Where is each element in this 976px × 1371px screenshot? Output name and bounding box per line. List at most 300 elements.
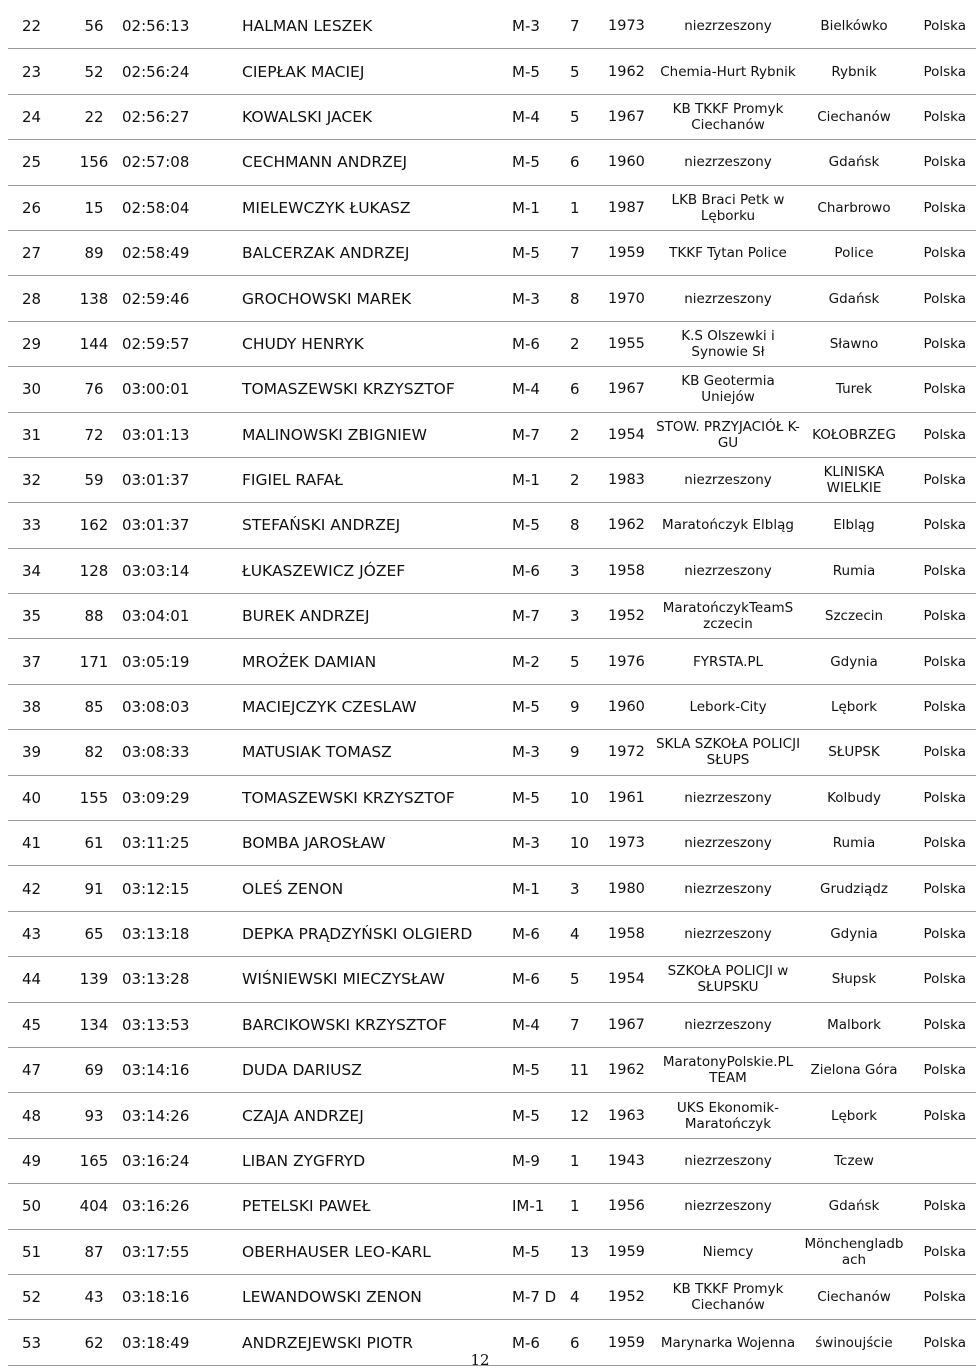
place-cell: 44 bbox=[8, 957, 66, 1002]
bib-number-cell: 134 bbox=[66, 1002, 122, 1047]
table-row bbox=[8, 321, 976, 366]
place-cell: 39 bbox=[8, 730, 66, 775]
country-cell: Polska bbox=[906, 821, 976, 866]
table-row bbox=[8, 548, 976, 593]
runner-name-cell: BUREK ANDRZEJ bbox=[242, 594, 512, 639]
city-cell: Lębork bbox=[802, 1093, 906, 1138]
finish-time-cell: 02:59:46 bbox=[122, 276, 242, 321]
finish-time-cell: 03:01:37 bbox=[122, 503, 242, 548]
runner-name-cell: OBERHAUSER LEO-KARL bbox=[242, 1229, 512, 1274]
table-row bbox=[8, 639, 976, 684]
city-cell: Gdynia bbox=[802, 911, 906, 956]
finish-time-cell: 03:17:55 bbox=[122, 1229, 242, 1274]
place-cell: 28 bbox=[8, 276, 66, 321]
city-cell: Tczew bbox=[802, 1138, 906, 1183]
bib-number-cell: 69 bbox=[66, 1047, 122, 1092]
country-cell: Polska bbox=[906, 1320, 976, 1365]
category-cell: M-3 bbox=[512, 730, 570, 775]
bib-number-cell: 59 bbox=[66, 457, 122, 502]
club-cell: KB Geotermia Uniejów bbox=[654, 367, 802, 412]
category-place-cell: 5 bbox=[570, 957, 608, 1002]
place-cell: 34 bbox=[8, 548, 66, 593]
table-row bbox=[8, 866, 976, 911]
category-place-cell: 2 bbox=[570, 457, 608, 502]
country-cell: Polska bbox=[906, 775, 976, 820]
birth-year-cell: 1962 bbox=[608, 49, 654, 94]
finish-time-cell: 03:00:01 bbox=[122, 367, 242, 412]
category-cell: M-7 D bbox=[512, 1274, 570, 1319]
club-cell: Maratończyk Elbląg bbox=[654, 503, 802, 548]
club-cell: SKLA SZKOŁA POLICJI SŁUPS bbox=[654, 730, 802, 775]
city-cell: Kolbudy bbox=[802, 775, 906, 820]
place-cell: 29 bbox=[8, 321, 66, 366]
bib-number-cell: 144 bbox=[66, 321, 122, 366]
table-row bbox=[8, 1093, 976, 1138]
table-row bbox=[8, 911, 976, 956]
runner-name-cell: BALCERZAK ANDRZEJ bbox=[242, 230, 512, 275]
country-cell: Polska bbox=[906, 1047, 976, 1092]
table-row bbox=[8, 4, 976, 49]
table-row bbox=[8, 775, 976, 820]
city-cell: Gdańsk bbox=[802, 276, 906, 321]
category-cell: M-3 bbox=[512, 4, 570, 49]
bib-number-cell: 171 bbox=[66, 639, 122, 684]
category-cell: M-5 bbox=[512, 49, 570, 94]
club-cell: niezrzeszony bbox=[654, 775, 802, 820]
place-cell: 26 bbox=[8, 185, 66, 230]
finish-time-cell: 03:05:19 bbox=[122, 639, 242, 684]
club-cell: K.S Olszewki i Synowie Sł bbox=[654, 321, 802, 366]
club-cell: UKS Ekonomik-Maratończyk bbox=[654, 1093, 802, 1138]
city-cell: Grudziądz bbox=[802, 866, 906, 911]
place-cell: 51 bbox=[8, 1229, 66, 1274]
finish-time-cell: 03:16:26 bbox=[122, 1184, 242, 1229]
club-cell: niezrzeszony bbox=[654, 1184, 802, 1229]
finish-time-cell: 02:59:57 bbox=[122, 321, 242, 366]
city-cell: Rumia bbox=[802, 821, 906, 866]
runner-name-cell: DUDA DARIUSZ bbox=[242, 1047, 512, 1092]
birth-year-cell: 1954 bbox=[608, 412, 654, 457]
runner-name-cell: LEWANDOWSKI ZENON bbox=[242, 1274, 512, 1319]
place-cell: 35 bbox=[8, 594, 66, 639]
runner-name-cell: HALMAN LESZEK bbox=[242, 4, 512, 49]
country-cell bbox=[906, 1138, 976, 1183]
runner-name-cell: MROŻEK DAMIAN bbox=[242, 639, 512, 684]
category-cell: M-5 bbox=[512, 230, 570, 275]
finish-time-cell: 03:08:03 bbox=[122, 684, 242, 729]
finish-time-cell: 03:18:49 bbox=[122, 1320, 242, 1365]
runner-name-cell: TOMASZEWSKI KRZYSZTOF bbox=[242, 775, 512, 820]
country-cell: Polska bbox=[906, 639, 976, 684]
birth-year-cell: 1961 bbox=[608, 775, 654, 820]
table-row bbox=[8, 821, 976, 866]
bib-number-cell: 22 bbox=[66, 94, 122, 139]
place-cell: 24 bbox=[8, 94, 66, 139]
category-place-cell: 4 bbox=[570, 911, 608, 956]
country-cell: Polska bbox=[906, 684, 976, 729]
category-cell: M-3 bbox=[512, 821, 570, 866]
club-cell: niezrzeszony bbox=[654, 548, 802, 593]
finish-time-cell: 03:14:16 bbox=[122, 1047, 242, 1092]
birth-year-cell: 1959 bbox=[608, 1229, 654, 1274]
bib-number-cell: 62 bbox=[66, 1320, 122, 1365]
runner-name-cell: MATUSIAK TOMASZ bbox=[242, 730, 512, 775]
category-place-cell: 3 bbox=[570, 594, 608, 639]
category-place-cell: 5 bbox=[570, 49, 608, 94]
runner-name-cell: KOWALSKI JACEK bbox=[242, 94, 512, 139]
place-cell: 40 bbox=[8, 775, 66, 820]
category-cell: M-6 bbox=[512, 1320, 570, 1365]
birth-year-cell: 1952 bbox=[608, 594, 654, 639]
club-cell: Marynarka Wojenna bbox=[654, 1320, 802, 1365]
place-cell: 50 bbox=[8, 1184, 66, 1229]
runner-name-cell: MACIEJCZYK CZESLAW bbox=[242, 684, 512, 729]
city-cell: Gdynia bbox=[802, 639, 906, 684]
bib-number-cell: 56 bbox=[66, 4, 122, 49]
place-cell: 25 bbox=[8, 140, 66, 185]
finish-time-cell: 03:13:18 bbox=[122, 911, 242, 956]
bib-number-cell: 15 bbox=[66, 185, 122, 230]
country-cell: Polska bbox=[906, 321, 976, 366]
birth-year-cell: 1973 bbox=[608, 821, 654, 866]
bib-number-cell: 139 bbox=[66, 957, 122, 1002]
club-cell: LKB Braci Petk w Lęborku bbox=[654, 185, 802, 230]
table-row bbox=[8, 1274, 976, 1319]
birth-year-cell: 1960 bbox=[608, 684, 654, 729]
city-cell: świnoujście bbox=[802, 1320, 906, 1365]
table-row bbox=[8, 957, 976, 1002]
club-cell: niezrzeszony bbox=[654, 911, 802, 956]
club-cell: KB TKKF Promyk Ciechanów bbox=[654, 94, 802, 139]
finish-time-cell: 02:56:27 bbox=[122, 94, 242, 139]
category-cell: M-5 bbox=[512, 1047, 570, 1092]
birth-year-cell: 1955 bbox=[608, 321, 654, 366]
place-cell: 27 bbox=[8, 230, 66, 275]
finish-time-cell: 03:11:25 bbox=[122, 821, 242, 866]
table-row bbox=[8, 1184, 976, 1229]
bib-number-cell: 61 bbox=[66, 821, 122, 866]
table-row bbox=[8, 49, 976, 94]
category-place-cell: 1 bbox=[570, 185, 608, 230]
city-cell: KLINISKA WIELKIE bbox=[802, 457, 906, 502]
runner-name-cell: ANDRZEJEWSKI PIOTR bbox=[242, 1320, 512, 1365]
finish-time-cell: 03:01:37 bbox=[122, 457, 242, 502]
bib-number-cell: 52 bbox=[66, 49, 122, 94]
club-cell: Niemcy bbox=[654, 1229, 802, 1274]
birth-year-cell: 1983 bbox=[608, 457, 654, 502]
table-row bbox=[8, 367, 976, 412]
finish-time-cell: 03:09:29 bbox=[122, 775, 242, 820]
bib-number-cell: 165 bbox=[66, 1138, 122, 1183]
country-cell: Polska bbox=[906, 412, 976, 457]
city-cell: Ciechanów bbox=[802, 1274, 906, 1319]
place-cell: 41 bbox=[8, 821, 66, 866]
category-place-cell: 3 bbox=[570, 866, 608, 911]
category-place-cell: 2 bbox=[570, 321, 608, 366]
category-cell: M-5 bbox=[512, 1229, 570, 1274]
table-row bbox=[8, 1138, 976, 1183]
club-cell: KB TKKF Promyk Ciechanów bbox=[654, 1274, 802, 1319]
city-cell: SŁUPSK bbox=[802, 730, 906, 775]
page-number: 12 bbox=[470, 1351, 490, 1369]
birth-year-cell: 1962 bbox=[608, 503, 654, 548]
city-cell: Gdańsk bbox=[802, 140, 906, 185]
category-place-cell: 5 bbox=[570, 639, 608, 684]
birth-year-cell: 1967 bbox=[608, 367, 654, 412]
country-cell: Polska bbox=[906, 1002, 976, 1047]
country-cell: Polska bbox=[906, 866, 976, 911]
category-cell: M-3 bbox=[512, 276, 570, 321]
place-cell: 47 bbox=[8, 1047, 66, 1092]
runner-name-cell: OLEŚ ZENON bbox=[242, 866, 512, 911]
category-cell: M-7 bbox=[512, 412, 570, 457]
category-place-cell: 10 bbox=[570, 775, 608, 820]
city-cell: Turek bbox=[802, 367, 906, 412]
city-cell: Sławno bbox=[802, 321, 906, 366]
city-cell: KOŁOBRZEG bbox=[802, 412, 906, 457]
club-cell: FYRSTA.PL bbox=[654, 639, 802, 684]
country-cell: Polska bbox=[906, 49, 976, 94]
bib-number-cell: 155 bbox=[66, 775, 122, 820]
category-cell: M-1 bbox=[512, 866, 570, 911]
birth-year-cell: 1958 bbox=[608, 548, 654, 593]
runner-name-cell: WIŚNIEWSKI MIECZYSŁAW bbox=[242, 957, 512, 1002]
city-cell: Police bbox=[802, 230, 906, 275]
place-cell: 48 bbox=[8, 1093, 66, 1138]
table-row bbox=[8, 185, 976, 230]
category-cell: M-5 bbox=[512, 503, 570, 548]
place-cell: 33 bbox=[8, 503, 66, 548]
club-cell: niezrzeszony bbox=[654, 140, 802, 185]
place-cell: 52 bbox=[8, 1274, 66, 1319]
category-cell: M-4 bbox=[512, 367, 570, 412]
finish-time-cell: 02:57:08 bbox=[122, 140, 242, 185]
club-cell: SZKOŁA POLICJI w SŁUPSKU bbox=[654, 957, 802, 1002]
category-cell: M-6 bbox=[512, 548, 570, 593]
birth-year-cell: 1987 bbox=[608, 185, 654, 230]
place-cell: 23 bbox=[8, 49, 66, 94]
city-cell: Zielona Góra bbox=[802, 1047, 906, 1092]
country-cell: Polska bbox=[906, 503, 976, 548]
category-cell: M-1 bbox=[512, 457, 570, 502]
country-cell: Polska bbox=[906, 548, 976, 593]
bib-number-cell: 65 bbox=[66, 911, 122, 956]
category-place-cell: 6 bbox=[570, 367, 608, 412]
birth-year-cell: 1959 bbox=[608, 1320, 654, 1365]
place-cell: 37 bbox=[8, 639, 66, 684]
city-cell: Malbork bbox=[802, 1002, 906, 1047]
place-cell: 42 bbox=[8, 866, 66, 911]
bib-number-cell: 138 bbox=[66, 276, 122, 321]
city-cell: Bielkówko bbox=[802, 4, 906, 49]
runner-name-cell: PETELSKI PAWEŁ bbox=[242, 1184, 512, 1229]
birth-year-cell: 1976 bbox=[608, 639, 654, 684]
runner-name-cell: FIGIEL RAFAŁ bbox=[242, 457, 512, 502]
birth-year-cell: 1980 bbox=[608, 866, 654, 911]
country-cell: Polska bbox=[906, 1184, 976, 1229]
place-cell: 53 bbox=[8, 1320, 66, 1365]
category-cell: IM-1 bbox=[512, 1184, 570, 1229]
country-cell: Polska bbox=[906, 1229, 976, 1274]
runner-name-cell: STEFAŃSKI ANDRZEJ bbox=[242, 503, 512, 548]
city-cell: Szczecin bbox=[802, 594, 906, 639]
birth-year-cell: 1954 bbox=[608, 957, 654, 1002]
table-row bbox=[8, 457, 976, 502]
category-cell: M-5 bbox=[512, 684, 570, 729]
table-row bbox=[8, 594, 976, 639]
bib-number-cell: 85 bbox=[66, 684, 122, 729]
runner-name-cell: MALINOWSKI ZBIGNIEW bbox=[242, 412, 512, 457]
category-place-cell: 13 bbox=[570, 1229, 608, 1274]
category-place-cell: 5 bbox=[570, 94, 608, 139]
city-cell: Mönchengladb ach bbox=[802, 1229, 906, 1274]
city-cell: Gdańsk bbox=[802, 1184, 906, 1229]
birth-year-cell: 1967 bbox=[608, 94, 654, 139]
club-cell: niezrzeszony bbox=[654, 821, 802, 866]
birth-year-cell: 1958 bbox=[608, 911, 654, 956]
birth-year-cell: 1943 bbox=[608, 1138, 654, 1183]
category-place-cell: 12 bbox=[570, 1093, 608, 1138]
table-row bbox=[8, 94, 976, 139]
bib-number-cell: 91 bbox=[66, 866, 122, 911]
category-place-cell: 8 bbox=[570, 503, 608, 548]
country-cell: Polska bbox=[906, 140, 976, 185]
runner-name-cell: LIBAN ZYGFRYD bbox=[242, 1138, 512, 1183]
club-cell: STOW. PRZYJACIÓŁ K-GU bbox=[654, 412, 802, 457]
category-cell: M-2 bbox=[512, 639, 570, 684]
category-place-cell: 7 bbox=[570, 4, 608, 49]
club-cell: Chemia-Hurt Rybnik bbox=[654, 49, 802, 94]
birth-year-cell: 1967 bbox=[608, 1002, 654, 1047]
runner-name-cell: BARCIKOWSKI KRZYSZTOF bbox=[242, 1002, 512, 1047]
table-row bbox=[8, 1047, 976, 1092]
club-cell: niezrzeszony bbox=[654, 1138, 802, 1183]
country-cell: Polska bbox=[906, 94, 976, 139]
bib-number-cell: 93 bbox=[66, 1093, 122, 1138]
country-cell: Polska bbox=[906, 276, 976, 321]
city-cell: Rybnik bbox=[802, 49, 906, 94]
place-cell: 30 bbox=[8, 367, 66, 412]
category-cell: M-1 bbox=[512, 185, 570, 230]
category-cell: M-6 bbox=[512, 957, 570, 1002]
category-place-cell: 6 bbox=[570, 1320, 608, 1365]
finish-time-cell: 03:13:53 bbox=[122, 1002, 242, 1047]
place-cell: 43 bbox=[8, 911, 66, 956]
category-place-cell: 1 bbox=[570, 1138, 608, 1183]
country-cell: Polska bbox=[906, 1274, 976, 1319]
bib-number-cell: 404 bbox=[66, 1184, 122, 1229]
club-cell: niezrzeszony bbox=[654, 276, 802, 321]
finish-time-cell: 03:08:33 bbox=[122, 730, 242, 775]
runner-name-cell: GROCHOWSKI MAREK bbox=[242, 276, 512, 321]
table-row bbox=[8, 412, 976, 457]
runner-name-cell: CHUDY HENRYK bbox=[242, 321, 512, 366]
category-place-cell: 4 bbox=[570, 1274, 608, 1319]
finish-time-cell: 03:16:24 bbox=[122, 1138, 242, 1183]
finish-time-cell: 03:04:01 bbox=[122, 594, 242, 639]
finish-time-cell: 02:58:04 bbox=[122, 185, 242, 230]
bib-number-cell: 82 bbox=[66, 730, 122, 775]
category-cell: M-5 bbox=[512, 140, 570, 185]
category-place-cell: 9 bbox=[570, 684, 608, 729]
runner-name-cell: ŁUKASZEWICZ JÓZEF bbox=[242, 548, 512, 593]
category-place-cell: 3 bbox=[570, 548, 608, 593]
place-cell: 49 bbox=[8, 1138, 66, 1183]
club-cell: TKKF Tytan Police bbox=[654, 230, 802, 275]
category-cell: M-9 bbox=[512, 1138, 570, 1183]
category-cell: M-4 bbox=[512, 94, 570, 139]
city-cell: Ciechanów bbox=[802, 94, 906, 139]
bib-number-cell: 156 bbox=[66, 140, 122, 185]
country-cell: Polska bbox=[906, 185, 976, 230]
category-place-cell: 11 bbox=[570, 1047, 608, 1092]
country-cell: Polska bbox=[906, 1093, 976, 1138]
finish-time-cell: 03:18:16 bbox=[122, 1274, 242, 1319]
birth-year-cell: 1960 bbox=[608, 140, 654, 185]
runner-name-cell: MIELEWCZYK ŁUKASZ bbox=[242, 185, 512, 230]
birth-year-cell: 1973 bbox=[608, 4, 654, 49]
country-cell: Polska bbox=[906, 457, 976, 502]
category-place-cell: 1 bbox=[570, 1184, 608, 1229]
country-cell: Polska bbox=[906, 730, 976, 775]
place-cell: 22 bbox=[8, 4, 66, 49]
table-row bbox=[8, 140, 976, 185]
place-cell: 31 bbox=[8, 412, 66, 457]
category-place-cell: 9 bbox=[570, 730, 608, 775]
table-row bbox=[8, 1002, 976, 1047]
finish-time-cell: 03:14:26 bbox=[122, 1093, 242, 1138]
country-cell: Polska bbox=[906, 911, 976, 956]
club-cell: niezrzeszony bbox=[654, 1002, 802, 1047]
birth-year-cell: 1956 bbox=[608, 1184, 654, 1229]
birth-year-cell: 1972 bbox=[608, 730, 654, 775]
category-place-cell: 8 bbox=[570, 276, 608, 321]
club-cell: niezrzeszony bbox=[654, 4, 802, 49]
runner-name-cell: BOMBA JAROSŁAW bbox=[242, 821, 512, 866]
bib-number-cell: 89 bbox=[66, 230, 122, 275]
category-cell: M-6 bbox=[512, 321, 570, 366]
table-row bbox=[8, 1229, 976, 1274]
category-cell: M-4 bbox=[512, 1002, 570, 1047]
category-place-cell: 7 bbox=[570, 230, 608, 275]
place-cell: 32 bbox=[8, 457, 66, 502]
country-cell: Polska bbox=[906, 957, 976, 1002]
finish-time-cell: 03:03:14 bbox=[122, 548, 242, 593]
club-cell: MaratończykTeamS zczecin bbox=[654, 594, 802, 639]
finish-time-cell: 02:58:49 bbox=[122, 230, 242, 275]
finish-time-cell: 02:56:24 bbox=[122, 49, 242, 94]
club-cell: niezrzeszony bbox=[654, 457, 802, 502]
club-cell: MaratonyPolskie.PL TEAM bbox=[654, 1047, 802, 1092]
runner-name-cell: DEPKA PRĄDZYŃSKI OLGIERD bbox=[242, 911, 512, 956]
club-cell: niezrzeszony bbox=[654, 866, 802, 911]
bib-number-cell: 76 bbox=[66, 367, 122, 412]
finish-time-cell: 02:56:13 bbox=[122, 4, 242, 49]
runner-name-cell: CECHMANN ANDRZEJ bbox=[242, 140, 512, 185]
runner-name-cell: TOMASZEWSKI KRZYSZTOF bbox=[242, 367, 512, 412]
table-row bbox=[8, 230, 976, 275]
country-cell: Polska bbox=[906, 594, 976, 639]
category-cell: M-7 bbox=[512, 594, 570, 639]
bib-number-cell: 162 bbox=[66, 503, 122, 548]
results-table bbox=[8, 4, 976, 1366]
category-place-cell: 2 bbox=[570, 412, 608, 457]
finish-time-cell: 03:13:28 bbox=[122, 957, 242, 1002]
category-place-cell: 7 bbox=[570, 1002, 608, 1047]
bib-number-cell: 72 bbox=[66, 412, 122, 457]
runner-name-cell: CIEPŁAK MACIEJ bbox=[242, 49, 512, 94]
country-cell: Polska bbox=[906, 367, 976, 412]
